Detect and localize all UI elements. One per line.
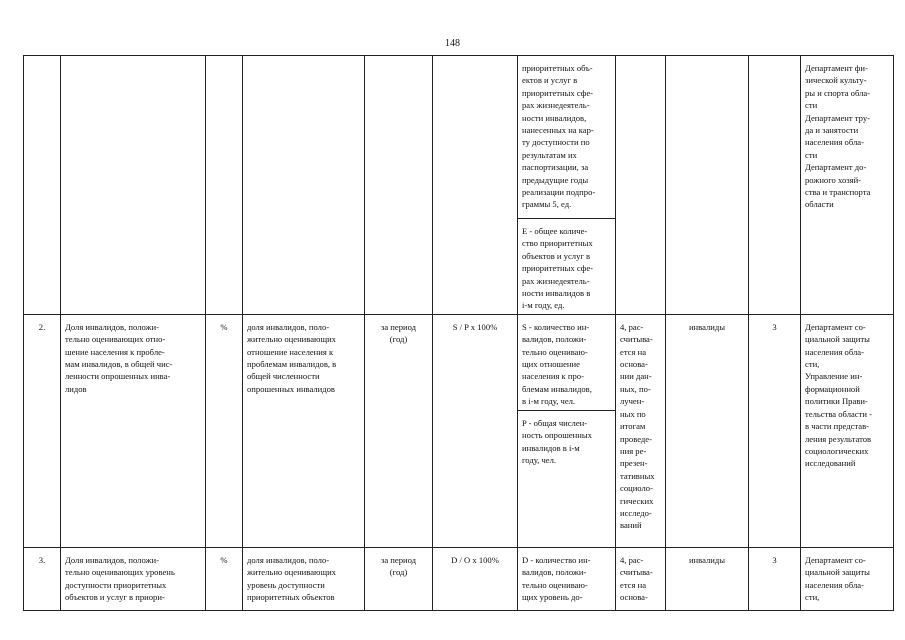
table-cell-period xyxy=(365,56,433,315)
table-cell-unit xyxy=(206,56,243,315)
table-cell-unit xyxy=(206,314,243,547)
cell-text: инвалиды xyxy=(688,321,726,332)
table-cell-unit xyxy=(206,547,243,610)
table-cell-population xyxy=(666,56,749,315)
table-cell-definition xyxy=(243,56,365,315)
cell-text: за период (год) xyxy=(380,554,417,578)
cell-text: инвалиды xyxy=(688,554,726,565)
cell-text: S / P x 100% xyxy=(452,321,498,332)
cell-text: 4, рас- считыва- ется на основа- xyxy=(620,554,653,602)
table-cell-code xyxy=(749,56,801,315)
cell-text: D / O x 100% xyxy=(451,554,499,565)
table-cell-method xyxy=(616,314,666,547)
cell-text: за период (год) xyxy=(380,321,417,345)
table-cell-number xyxy=(24,56,61,315)
table-cell-number xyxy=(24,547,61,610)
cell-text: доля инвалидов, поло- жительно оценивающих уровень доступности приоритетных объектов xyxy=(247,554,336,602)
table-cell-code xyxy=(749,547,801,610)
cell-text: Доля инвалидов, положи- тельно оценивающих уровень доступности приоритетных объектов и услуг в приори- xyxy=(65,554,175,602)
cell-text: % xyxy=(220,321,228,332)
cell-text: 4, рас- считыва- ется на основа- нии дан- ных, по- лучен- ных по итогам проведе- ния ре- презен- тативных социоло- гических исследо- ваний xyxy=(620,321,655,531)
table-cell-definition xyxy=(243,314,365,547)
table-cell-formula-part xyxy=(518,547,616,610)
table-row xyxy=(24,56,894,219)
table-cell-method xyxy=(616,56,666,315)
table-cell-responsible xyxy=(801,547,894,610)
table-cell-responsible xyxy=(801,56,894,315)
cell-text: 3. xyxy=(38,554,46,565)
table-cell-period xyxy=(365,314,433,547)
table-cell-formula-part xyxy=(518,314,616,410)
table-cell-code xyxy=(749,314,801,547)
page-number: 148 xyxy=(445,38,460,49)
cell-text: Доля инвалидов, положи- тельно оценивающих отно- шение населения к пробле- мам инвалидов, в общей чис- ленности опрошенных инва- лидов xyxy=(65,321,173,394)
cell-text: S - количество ин- валидов, положи- тельно оцениваю- щих отношение населения к про- блемам инвалидов, в i-м году, чел. xyxy=(522,321,592,407)
table-cell-population xyxy=(666,547,749,610)
table-cell-name xyxy=(61,314,206,547)
table-cell-period xyxy=(365,547,433,610)
table-cell-population xyxy=(666,314,749,547)
table-cell-name xyxy=(61,547,206,610)
table-row xyxy=(24,314,894,410)
cell-text: 3 xyxy=(772,554,777,565)
cell-text: доля инвалидов, поло- жительно оценивающих отношение населения к проблемам инвалидов, в общей численности опрошенных инвалидов xyxy=(247,321,337,394)
table-cell-definition xyxy=(243,547,365,610)
cell-text: % xyxy=(220,554,228,565)
table-cell-name xyxy=(61,56,206,315)
table-cell-formula-part xyxy=(518,56,616,219)
table-cell-number xyxy=(24,314,61,547)
cell-text: D - количество ин- валидов, положи- тельно оцениваю- щих уровень до- xyxy=(522,554,591,602)
cell-text: Департамент со- циальной защиты населения обла- сти, Управление ин- формационной политики Прави- тельства области - в части представ- ления результатов социологических исследований xyxy=(805,321,872,469)
cell-text: Департамент фи- зической культу- ры и спорта обла- сти Департамент тру- да и занятости населения обла- сти Департамент до- рожного хозяй- ства и транспорта области xyxy=(805,63,871,210)
cell-text: 2. xyxy=(38,321,46,332)
cell-text: Департамент со- циальной защиты населения обла- сти, xyxy=(805,554,870,602)
table-cell-formula-part xyxy=(518,410,616,547)
table-cell-formula xyxy=(433,56,518,315)
table-row xyxy=(24,547,894,610)
table-cell-responsible xyxy=(801,314,894,547)
cell-text: Е - общее количе- ство приоритетных объектов и услуг в приоритетных сфе- рах жизнедеятель- ности инвалидов в i-м году, ед. xyxy=(522,226,593,311)
table-cell-formula xyxy=(433,314,518,547)
cell-text: P - общая числен- ность опрошенных инвалидов в i-м году, чел. xyxy=(522,417,592,465)
cell-text: 3 xyxy=(772,321,777,332)
indicators-table xyxy=(23,55,894,611)
table-cell-formula-part xyxy=(518,219,616,315)
cell-text: приоритетных объ- ектов и услуг в приоритетных сфе- рах жизнедеятель- ности инвалидов, нанесенных на кар- ту доступности по результатам их паспортизации, за предыдущие годы реализации подпро- граммы 5, ед. xyxy=(522,63,596,210)
table-cell-formula xyxy=(433,547,518,610)
table-cell-method xyxy=(616,547,666,610)
